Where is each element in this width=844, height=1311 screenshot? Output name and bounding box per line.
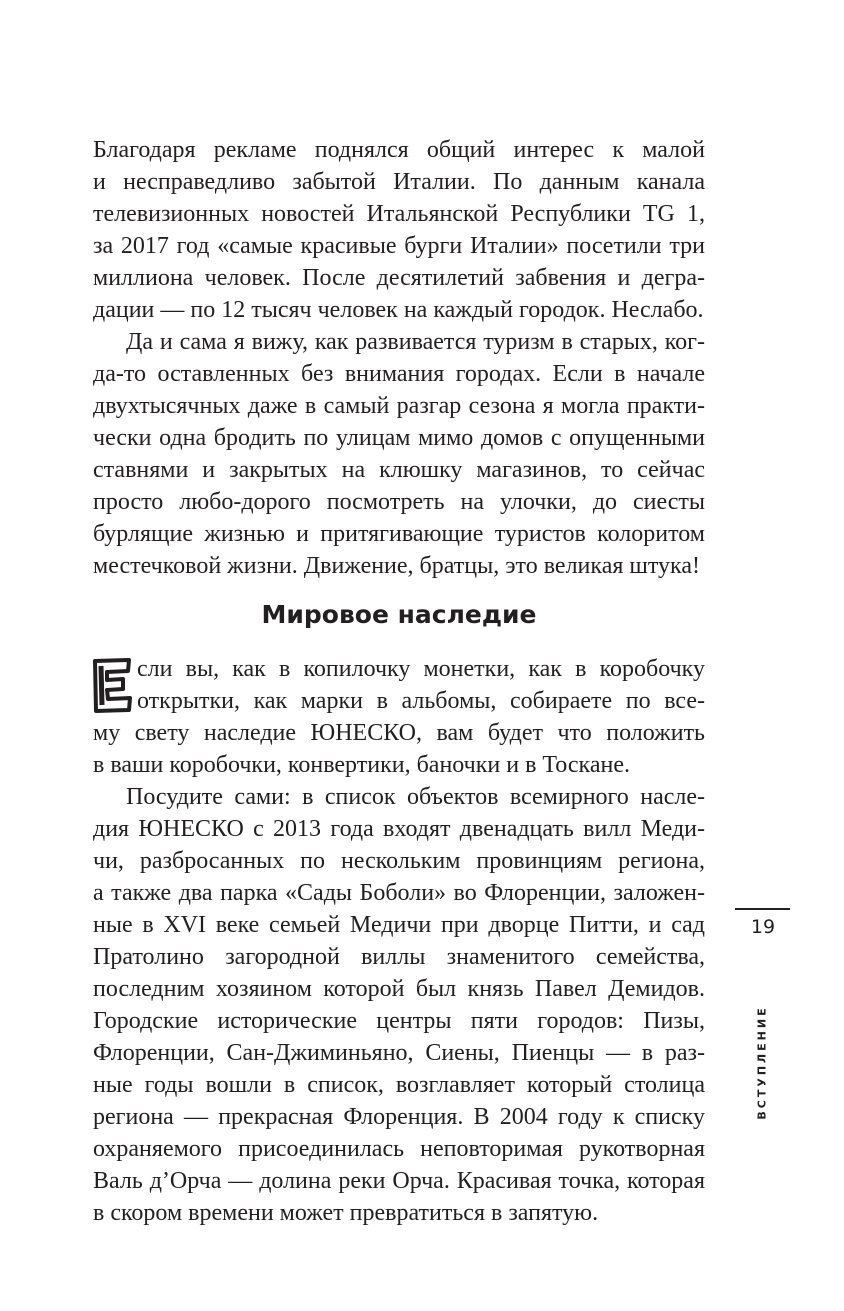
- text-line: телевизионных новостей Итальянской Республики TG 1,: [93, 201, 705, 227]
- text-line: просто любо-дорого посмотреть на улочки, до сиесты: [93, 489, 705, 515]
- text-line: да-то оставленных без внимания городах. Если в начале: [93, 361, 705, 387]
- running-head: [750, 995, 774, 1130]
- text-line: ставнями и закрытых на клюшку магазинов, то сейчас: [93, 457, 705, 483]
- text-line: ные годы вошли в список, возглавляет который столица: [93, 1072, 705, 1098]
- text-line: последним хозяином которой был князь Павел Демидов.: [93, 976, 705, 1002]
- text-line: дия ЮНЕСКО с 2013 года входят двенадцать вилл Меди-: [93, 816, 705, 842]
- text-line: охраняемого присоединилась неповторимая рукотворная: [93, 1136, 705, 1162]
- text-block-bottom: [93, 653, 705, 1229]
- text-line: двухтысячных даже в самый разгар сезона я могла практи-: [93, 393, 705, 419]
- text-line: ные в XVI веке семьей Медичи при дворце Питти, и сад: [93, 912, 705, 938]
- text-line: Городские исторические центры пяти городов: Пизы,: [93, 1008, 705, 1034]
- text-line: Пратолино загородной виллы знаменитого семейства,: [93, 944, 705, 970]
- text-line: открытки, как марки в альбомы, собираете по все-: [137, 688, 705, 714]
- section-heading: Мировое наследие: [261, 600, 537, 629]
- text-line: Валь д’Орча — долина реки Орча. Красивая точка, которая: [93, 1168, 705, 1194]
- text-line: бурлящие жизнью и притягивающие туристов колоритом: [93, 521, 705, 547]
- text-line: чи, разбросанных по нескольким провинциям региона,: [93, 848, 705, 874]
- text-line: Да и сама я вижу, как развивается туризм в старых, ког-: [126, 329, 705, 355]
- text-line: сли вы, как в копилочку монетки, как в коробочку: [137, 656, 705, 682]
- text-line: Благодаря рекламе поднялся общий интерес к малой: [93, 137, 705, 163]
- text-line: Флоренции, Сан-Джиминьяно, Сиены, Пиенцы — в раз-: [93, 1040, 705, 1066]
- text-block-top: [93, 134, 705, 582]
- text-line: местечковой жизни. Движение, братцы, это великая штука!: [93, 553, 700, 579]
- running-head-label: ВСТУПЛЕНИЕ: [755, 1005, 769, 1120]
- text-line: региона — прекрасная Флоренция. В 2004 году к списку: [93, 1104, 705, 1130]
- text-line: Посудите сами: в список объектов всемирного насле-: [126, 784, 705, 810]
- page-number-rule: [735, 908, 790, 910]
- page-number: 19: [750, 916, 776, 938]
- text-line: и несправедливо забытой Италии. По данным канала: [93, 169, 705, 195]
- text-line: миллиона человек. После десятилетий забвения и дегра-: [93, 265, 705, 291]
- text-line: за 2017 год «самые красивые бурги Италии» посетили три: [93, 233, 705, 259]
- text-line: чески одна бродить по улицам мимо домов с опущенными: [93, 425, 705, 451]
- text-line: в скором времени может превратиться в запятую.: [93, 1200, 599, 1226]
- text-line: дации — по 12 тысяч человек на каждый городок. Неслабо.: [93, 297, 704, 323]
- text-line: а также два парка «Сады Боболи» во Флоренции, заложен-: [93, 880, 705, 906]
- text-line: му свету наследие ЮНЕСКО, вам будет что положить: [93, 720, 705, 746]
- text-line: в ваши коробочки, конвертики, баночки и в Тоскане.: [93, 752, 630, 778]
